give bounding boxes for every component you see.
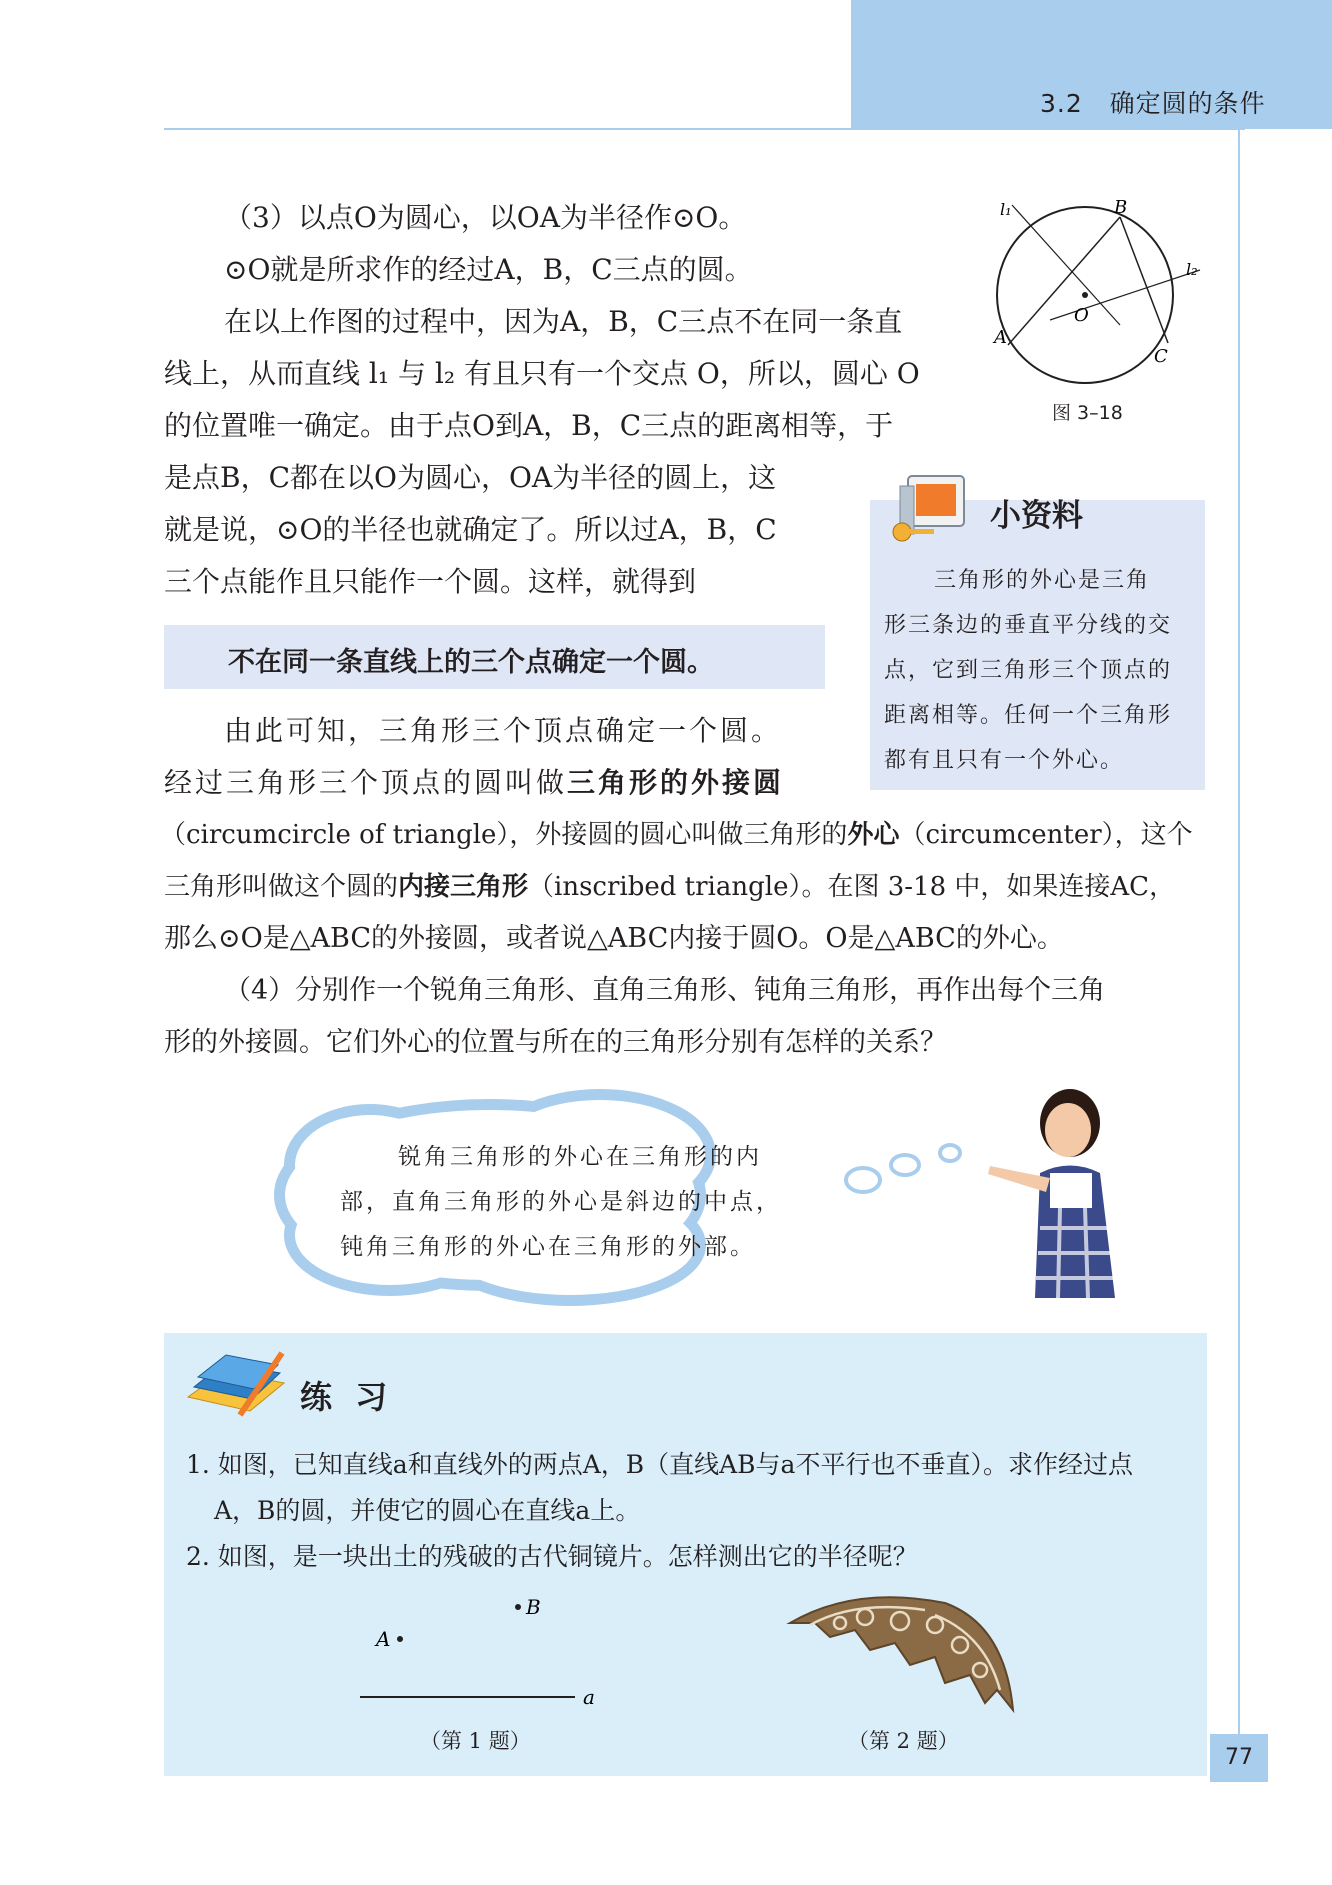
- term-inscribed-triangle: 内接三角形: [398, 872, 529, 902]
- thought-text: [340, 1135, 782, 1270]
- conclusion-line: ⊙O就是所求作的经过A，B，C三点的圆。: [224, 253, 753, 286]
- definition-text: 经过三角形三个顶点的圆叫做: [164, 766, 568, 799]
- computer-key-icon: [886, 470, 976, 550]
- segment-ab: [1008, 217, 1120, 345]
- definition-text: （circumcircle of triangle），外接圆的圆心叫做三角形的: [160, 820, 848, 850]
- theorem-text: 不在同一条直线上的三个点确定一个圆。: [228, 647, 714, 678]
- label-line-a: a: [583, 1685, 595, 1709]
- info-line: 点，它到三角形三个顶点的: [884, 658, 1173, 683]
- label-l2: l₂: [1186, 260, 1198, 279]
- label-b: B: [526, 1595, 541, 1619]
- label-b: B: [1114, 197, 1128, 218]
- label-a: A: [376, 1627, 391, 1651]
- reasoning-line-3: 的位置唯一确定。由于点O到A，B，C三点的距离相等，于: [164, 409, 894, 442]
- figure-caption: 图 3–18: [1052, 402, 1123, 424]
- question-2: 2. 如图，是一块出土的残破的古代铜镜片。怎样测出它的半径呢？: [186, 1542, 918, 1571]
- definition-text: （circumcenter），这个: [899, 820, 1193, 850]
- label-c: C: [1154, 346, 1168, 367]
- thought-line: 锐角三角形的外心在三角形的内: [398, 1144, 762, 1170]
- definition-text: 三角形叫做这个圆的: [164, 872, 399, 902]
- step-4-line-1: （4）分别作一个锐角三角形、直角三角形、钝角三角形，再作出每个三角: [224, 975, 1106, 1006]
- definition-line-5: 那么⊙O是△ABC的外接圆，或者说△ABC内接于圆O。O是△ABC的外心。: [164, 923, 1064, 954]
- reasoning-line-1: 在以上作图的过程中，因为A，B，C三点不在同一条直: [224, 305, 903, 338]
- definition-line-3: [160, 809, 1193, 861]
- term-circumcircle: 三角形的外接圆: [567, 766, 785, 799]
- info-line: 形三条边的垂直平分线的交: [884, 613, 1173, 638]
- exercise-2-caption: （第 2 题）: [848, 1729, 959, 1753]
- question-1-line-1: 1. 如图，已知直线a和直线外的两点A，B（直线AB与a不平行也不垂直）。求作经过点: [186, 1450, 1133, 1479]
- definition-text: （inscribed triangle）。在图 3-18 中，如果连接AC，: [528, 872, 1176, 902]
- step-4-line-2: 形的外接圆。它们外心的位置与所在的三角形分别有怎样的关系？: [164, 1027, 947, 1058]
- step-3-paragraph: （3）以点O为圆心，以OA为半径作⊙O。: [224, 201, 747, 234]
- definition-line-4: [164, 861, 1175, 913]
- header-rule: [164, 128, 1245, 130]
- point-b: [515, 1604, 521, 1610]
- info-box-text: [884, 558, 1196, 783]
- label-l1: l₁: [1000, 200, 1012, 219]
- reasoning-line-4: 是点B，C都在以O为圆心，OA为半径的圆上，这: [164, 461, 777, 494]
- info-box-title: 小资料: [990, 498, 1083, 534]
- girl-illustration: [980, 1078, 1140, 1308]
- section-heading: [1040, 84, 1266, 120]
- info-line: 三角形的外心是三角: [934, 568, 1151, 593]
- exercise-1-caption: （第 1 题）: [420, 1729, 531, 1753]
- center-point: [1082, 292, 1088, 298]
- reasoning-line-2: 线上，从而直线 l₁ 与 l₂ 有且只有一个交点 O，所以，圆心 O: [164, 357, 920, 390]
- reasoning-line-6: 三个点能作且只能作一个圆。这样，就得到: [164, 565, 697, 598]
- info-line: 都有且只有一个外心。: [884, 748, 1125, 773]
- info-line: 距离相等。任何一个三角形: [884, 703, 1173, 728]
- exercise-title: 练 习: [300, 1378, 394, 1416]
- label-a: A: [994, 327, 1007, 348]
- thought-line: 钝角三角形的外心在三角形的外部。: [340, 1234, 756, 1260]
- section-title: 确定圆的条件: [1109, 89, 1266, 118]
- right-margin-rule: [1238, 129, 1240, 1769]
- page-number: 77: [1210, 1734, 1268, 1782]
- book-pencil-icon: [180, 1345, 290, 1430]
- thought-line: 部，直角三角形的外心是斜边的中点，: [340, 1189, 782, 1215]
- figure-3-18: [990, 195, 1220, 385]
- reasoning-line-5: 就是说，⊙O的半径也就确定了。所以过A，B，C: [164, 513, 777, 546]
- bisector-l1: [1012, 205, 1120, 325]
- definition-line-2: [164, 757, 784, 809]
- point-a: [397, 1636, 403, 1642]
- definition-line-1: 由此可知，三角形三个顶点确定一个圆。: [224, 714, 783, 747]
- bronze-mirror-fragment: [785, 1595, 1015, 1715]
- bisector-l2: [1050, 270, 1200, 320]
- question-1-line-2: A，B的圆，并使它的圆心在直线a上。: [214, 1496, 641, 1525]
- section-number: 3.2: [1040, 89, 1083, 118]
- segment-bc: [1120, 217, 1168, 343]
- exercise-1-figure: [355, 1592, 615, 1717]
- label-o: O: [1074, 305, 1089, 326]
- term-circumcenter: 外心: [847, 820, 900, 850]
